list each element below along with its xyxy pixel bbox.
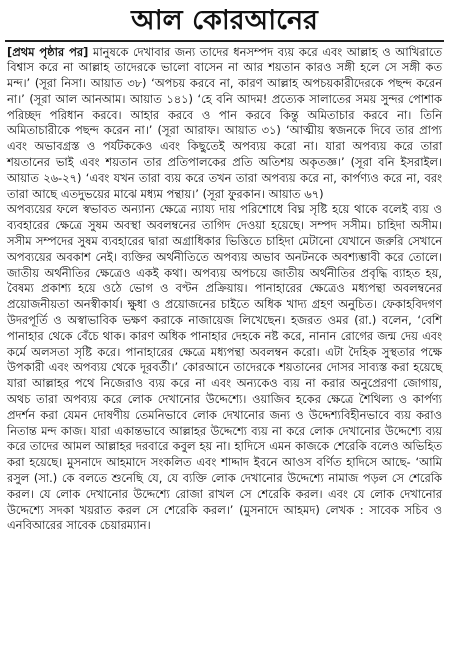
article-paragraph-2 (7, 202, 442, 534)
article-paragraph-1 (7, 45, 442, 203)
article-body (7, 45, 442, 535)
article-headline: আল কোরআনের (131, 5, 318, 36)
paragraph-1-text: মানুষকে দেখাবার জন্য তাদের ধনসম্পদ ব্যয় করে এবং আল্লাহ ও আখিরাতে বিশ্বাস করে না আল্লাহ তাদেরকে ভালো বাসেন না আর শয়তান কারও সঙ্গী হলে সে সঙ্গী কত মন্দ।’ (সূরা নিসা। আয়াত ৩৮) ‘অপচয় করবে না, কারণ আল্লাহ অপচয়কারীদেরকে পছন্দ করেন না।’ (সূরা আল আনআম। আয়াত ১৪১) ‘হে বনি আদম! প্রত্যেক সালাতের সময় সুন্দর পোশাক পরিচ্ছদ পরিধান করবে। আহার করবে ও পান করবে কিন্তু অমিতাচার করবে না। তিনি অমিতাচারীকে পছন্দ করেন না।’ (সূরা আরাফ। আয়াত ৩১) ‘আত্মীয় স্বজনকে দিবে তার প্রাপ্য এবং অভাবগ্রস্ত ও পর্যটককেও এবং কিছুতেই অপব্যয় করো না। যারা অপব্যয় করে তারা শয়তানের ভাই এবং শয়তান তার প্রতিপালকের প্রতি অতিশয় অকৃতজ্ঞ।’ (সূরা বনি ইসরাইল। আয়াত ২৬-২৭) ‘এবং যখন তারা ব্যয় করে তখন তারা অপব্যয় করে না, কার্পণ্যও করে না, বরং তারা আছে এতদুভয়ের মাঝে মধ্যম পন্থায়।’ (সূরা ফুরকান। আয়াত ৬৭) (7, 44, 442, 201)
continued-label: [প্রথম পৃষ্ঠার পর] (7, 44, 89, 59)
headline-rule (5, 40, 444, 42)
paragraph-2-text: অপব্যয়ের ফলে স্বভাবত অন্যান্য ক্ষেত্রে ন্যায্য দায় পরিশোধে বিঘ্ন সৃষ্টি হয়ে থাকে বলেই ব্যয় ও ব্যবহারের ক্ষেত্রে সুষম অবস্থা অবলম্বনের তাগিদ দেওয়া হয়েছে। সম্পদ সসীম। চাহিদা অসীম। সসীম সম্পদের সুষম ব্যবহারের দ্বারা অগ্রাধিকার ভিত্তিতে চাহিদা মেটানো যেখানে জরুরি সেখানে অপব্যয়ের অবকাশ নেই। ব্যক্তির অর্থনীতিতে অপব্যয় অভাব অনটনকে অবশ্যম্ভাবী করে তোলে। জাতীয় অর্থনীতির ক্ষেত্রেও একই কথা। অপব্যয় অপচয়ে জাতীয় অর্থনীতির প্রবৃদ্ধি ব্যাহত হয়, বৈষম্য প্রকাশ্য হয়ে ওঠে ভোগ ও বণ্টন প্রক্রিয়ায়। পানাহারের ক্ষেত্রেও মধ্যপন্থা অবলম্বনের প্রয়োজনীয়তা অনস্বীকার্য। ক্ষুধা ও প্রয়োজনের চাইতে অধিক খাদ্য গ্রহণ অনুচিত। ফেকাহবিদগণ উদরপূর্তি ও অস্বাভাবিক ভক্ষণ করাকে নাজায়েজ লিখেছেন। হজরত ওমর (রা.) বলেন, ‘বেশি পানাহার থেকে বেঁচে থাক। কারণ অধিক পানাহার দেহকে নষ্ট করে, নানান রোগের জন্ম দেয় এবং কর্মে অলসতা সৃষ্টি করে। পানাহারের ক্ষেত্রে মধ্যপন্থা অবলম্বন করো। এটা দৈহিক সুস্থতার পক্ষে উপকারী এবং অপব্যয় থেকে দূরবর্তী।’ কোরআনে তাদেরকে শয়তানের দোসর সাব্যস্ত করা হয়েছে যারা আল্লাহর পথে নিজেরাও ব্যয় করে না এবং অন্যকেও ব্যয় না করার অনুপ্রেরণা জোগায়, অথচ তারা অপব্যয় করে লোক দেখানোর উদ্দেশ্যে। ওয়াজিব হকের ক্ষেত্রে শৈথিল্য ও কার্পণ্য প্রদর্শন করা যেমন দোষণীয় তেমনিভাবে লোক দেখানোর জন্য ও উদ্দেশ্যবিহীনভাবে ব্যয় করাও নিতান্ত মন্দ কাজ। যারা একান্তভাবে আল্লাহর উদ্দেশ্যে ব্যয় না করে লোক দেখানোর উদ্দেশ্যে ব্যয় করে তাদের আমল আল্লাহর দরবারে কবুল হয় না। হাদিসে এমন কাজকে শেরেকি বলেও অভিহিত করা হয়েছে। মুসনাদে আহমাদে সংকলিত এবং শাদ্দাদ ইবনে আওস বর্ণিত হাদিসে আছে- ‘আমি রসুল (সা.) কে বলতে শুনেছি যে, যে ব্যক্তি লোক দেখানোর উদ্দেশ্যে নামাজ পড়ল সে শেরেকি করল। যে লোক দেখানোর উদ্দেশ্যে রোজা রাখল সে শেরেকি করল। এবং যে লোক দেখানোর উদ্দেশ্যে সদকা খয়রাত করল সে শেরেকি করল।’ (মুসনাদে আহমদ) লেখক : সাবেক সচিব ও এনবিআরের সাবেক চেয়ারম্যান। (7, 202, 442, 533)
